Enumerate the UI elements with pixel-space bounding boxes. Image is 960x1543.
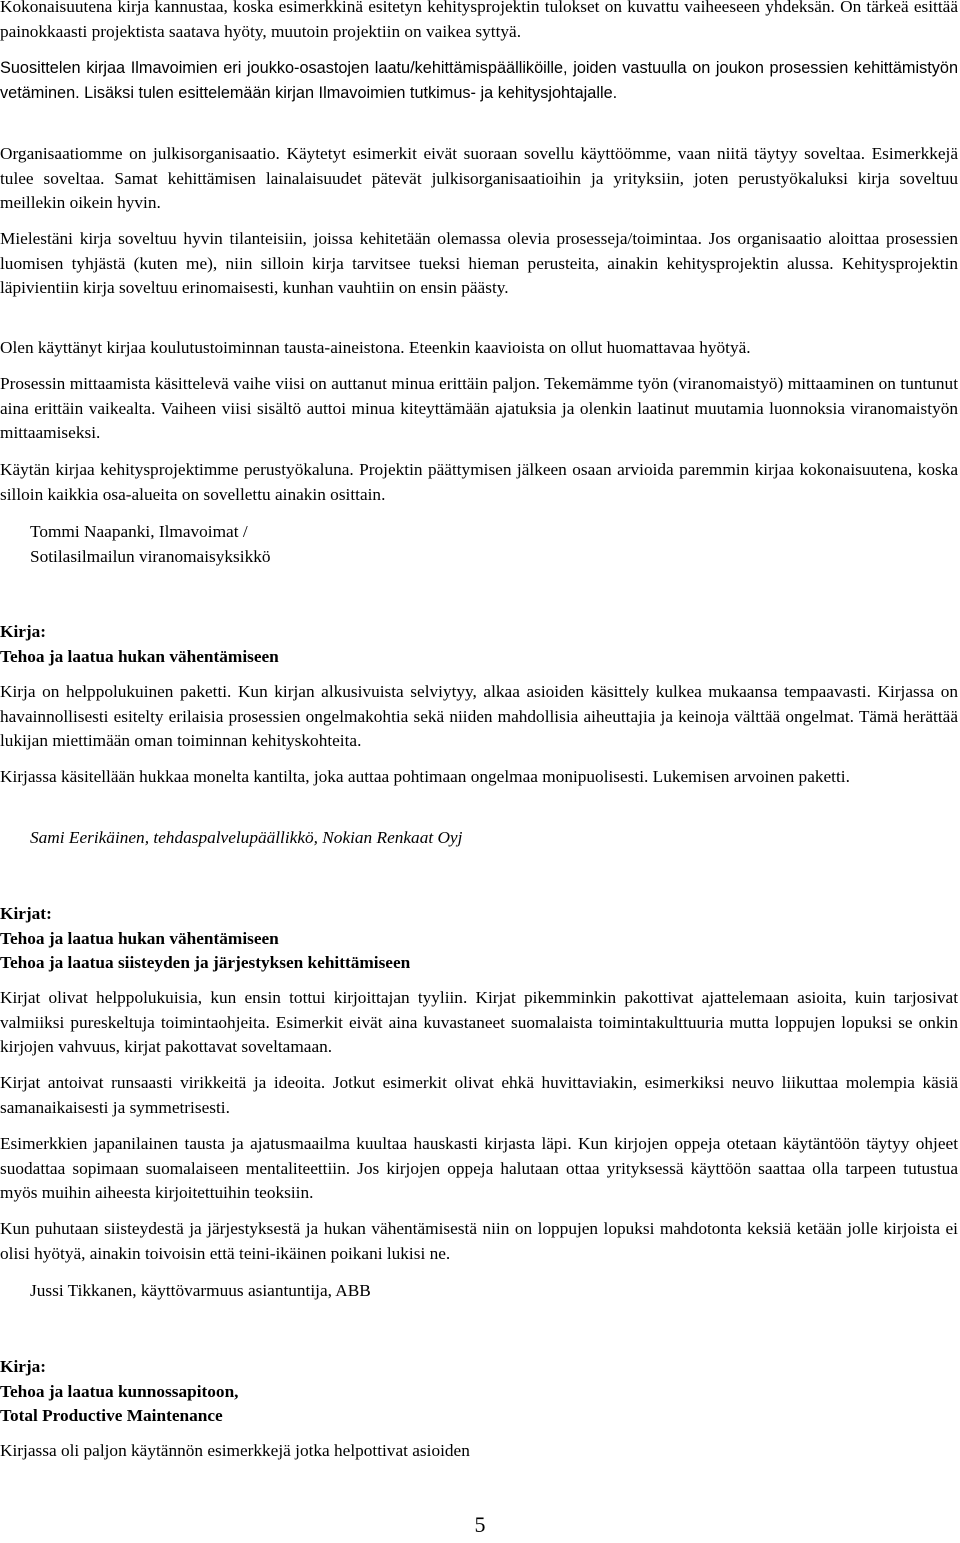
heading-title: Tehoa ja laatua siisteyden ja järjestyksen kehittämiseen (0, 953, 411, 972)
page-number: 5 (474, 1512, 486, 1537)
paragraph: Olen käyttänyt kirjaa koulutustoiminnan tausta-aineistona. Eteenkin kaavioista on ollut huomattavaa hyötyä. (0, 338, 751, 357)
paragraph: Kirja on helppolukuinen paketti. Kun kirjan alkusivuista selviytyy, alkaa asioiden käsittely kulkea mukaansa tempaavasti. Kirjassa on havainnollisesti esitelty erilaisia prosessien ongelmakohtia sekä niiden mahdollisia aiheuttajia ja keinoja välttää ongelmat. Tämä herättää lukijan miettimään oman toiminnan kehityskohteita. (0, 682, 958, 750)
paragraph: Prosessin mittaamista käsittelevä vaihe viisi on auttanut minua erittäin paljon. Tekemämme työn (viranomaistyö) mittaaminen on tuntunut aina erittäin vaikealta. Vaiheen viisi sisältö auttoi minua kiteyttämään ajatuksia ja olenkin laatinut muutamia luonnoksia viranomaistyön mittaamiseksi. (0, 374, 958, 442)
paragraph: Kun puhutaan siisteydestä ja järjestyksestä ja hukan vähentämisestä niin on loppujen lopuksi mahdotonta keksiä ketään jolle kirjoista ei olisi hyötyä, ainakin toivoisin että teini-ikäinen poikani lukisi ne. (0, 1219, 958, 1263)
book-heading (0, 902, 958, 976)
paragraph: Mielestäni kirja soveltuu hyvin tilanteisiin, joissa kehitetään olemassa olevia prosesseja/toimintaa. Jos organisaatio aloittaa prosessien luomisen tyhjästä (kuten me), niin silloin kirja tarvitsee tueksi hieman perusteita, ainakin kehitysprojektin alussa. Kehitysprojektin läpivientiin kirja soveltuu erinomaisesti, kunhan vauhtiin on ensin päästy. (0, 229, 958, 297)
paragraph: Kirjat antoivat runsaasti virikkeitä ja ideoita. Jotkut esimerkit olivat ehkä huvittaviakin, esimerkiksi neuvo liikuttaa molempia käsiä samanaikaisesti ja symmetrisesti. (0, 1073, 958, 1117)
signature-line: Tommi Naapanki, Ilmavoimat / (30, 522, 248, 541)
paragraph: Käytän kirjaa kehitysprojektimme perustyökaluna. Projektin päättymisen jälkeen osaan arvioida paremmin kirjaa kokonaisuutena, koska silloin kaikkia osa-alueita on sovellettu ainakin osittain. (0, 460, 958, 504)
heading-title: Tehoa ja laatua hukan vähentämiseen (0, 646, 279, 666)
book-heading (0, 1355, 958, 1429)
heading-label: Kirjat: (0, 904, 52, 923)
heading-title: Total Productive Maintenance (0, 1406, 223, 1425)
paragraph: Organisaatiomme on julkisorganisaatio. Käytetyt esimerkit eivät suoraan sovellu käyttöömme, vaan niitä täytyy soveltaa. Esimerkkejä tulee soveltaa. Samat kehittämisen lainalaisuudet pätevät julkisorganisaatioihin ja yrityksiin, joten perustyökaluksi kirja soveltuu meillekin oikein hyvin. (0, 144, 958, 212)
paragraph: Kirjat olivat helppolukuisia, kun ensin tottui kirjoittajan tyyliin. Kirjat pikemminkin pakottivat ajattelemaan asioita, kuin tarjosivat valmiiksi pureskeltuja toimintaohjeita. Esimerkit eivät aina kuvastaneet suomalaista toimintakulttuuria mutta loppujen lopuksi se onkin kirjojen vahvuus, kirjat pakottavat soveltamaan. (0, 988, 958, 1056)
signature-block: Jussi Tikkanen, käyttövarmuus asiantuntija, ABB (30, 1281, 371, 1300)
heading-label: Kirja: (0, 1357, 47, 1376)
signature-block: Sami Eerikäinen, tehdaspalvelupäällikkö, Nokian Renkaat Oyj (30, 828, 463, 847)
heading-title: Tehoa ja laatua kunnossapitoon, (0, 1381, 239, 1401)
book-heading (0, 620, 958, 669)
paragraph: Kokonaisuutena kirja kannustaa, koska esimerkkinä esitetyn kehitysprojektin tulokset on kuvattu vaiheeseen yhdeksän. On tärkeä esittää painokkaasti projektista saatava hyöty, muutoin projektiin on vaikea syttyä. (0, 0, 958, 41)
paragraph: Kirjassa oli paljon käytännön esimerkkejä jotka helpottivat asioiden (0, 1441, 470, 1460)
heading-title: Tehoa ja laatua hukan vähentämiseen (0, 928, 279, 948)
heading-label: Kirja: (0, 622, 47, 641)
paragraph: Esimerkkien japanilainen tausta ja ajatusmaailma kuultaa hauskasti kirjasta läpi. Kun kirjojen oppeja otetaan käytäntöön täytyy ohjeet suodattaa sopimaan suomalaiseen mentaliteettiin. Jos kirjojen oppeja halutaan ottaa yrityksessä käyttöön saattaa olla tarpeen tutustua myös muihin aiheesta kirjoitettuihin teoksiin. (0, 1134, 958, 1202)
signature-block (30, 520, 930, 569)
signature-line: Sotilasilmailun viranomaisyksikkö (30, 546, 271, 566)
paragraph: Suosittelen kirjaa Ilmavoimien eri joukko-osastojen laatu/kehittämispäälliköille, joiden vastuulla on joukon prosessien kehittämistyön vetäminen. Lisäksi tulen esittelemään kirjan Ilmavoimien tutkimus- ja kehitysjohtajalle. (0, 59, 958, 102)
paragraph: Kirjassa käsitellään hukkaa monelta kantilta, joka auttaa pohtimaan ongelmaa monipuolisesti. Lukemisen arvoinen paketti. (0, 767, 850, 786)
